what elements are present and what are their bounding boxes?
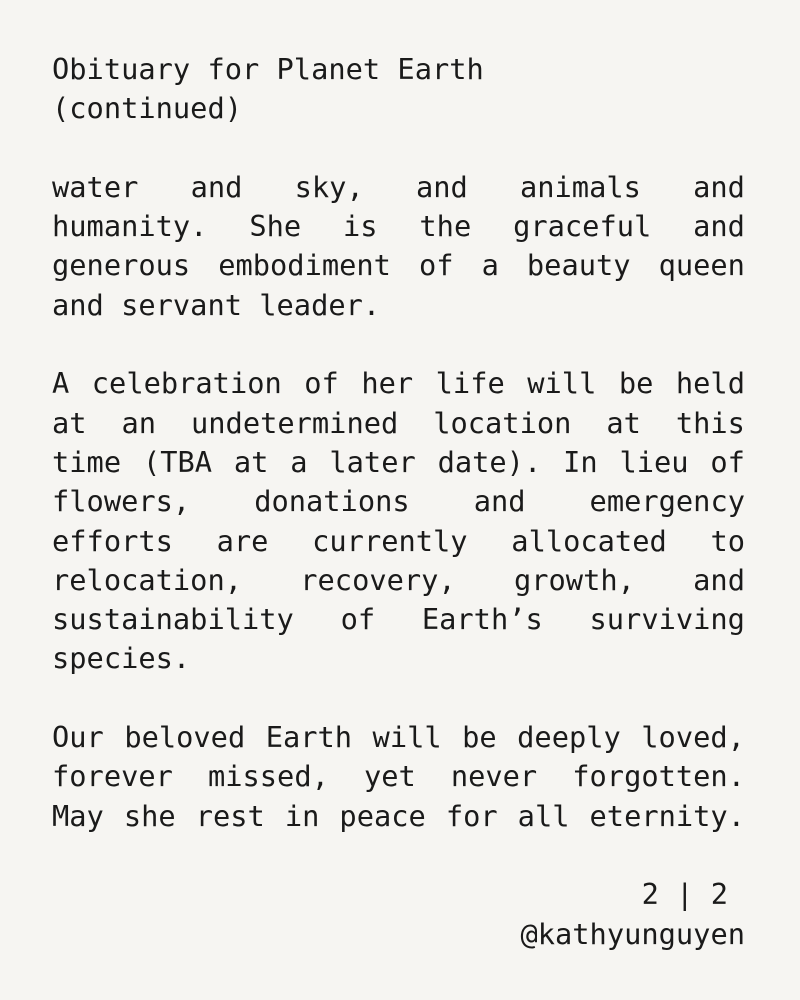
text-line: time (TBA at a later date). In lieu of xyxy=(52,444,745,479)
page-indicator: 2 | 2 xyxy=(641,877,728,912)
title-line-1: Obituary for Planet Earth xyxy=(52,52,484,86)
author-handle: @kathyunguyen xyxy=(520,916,745,951)
text-line: A celebration of her life will be held xyxy=(52,366,745,401)
paragraph-2 xyxy=(52,364,745,678)
text-line: generous embodiment of a beauty queen xyxy=(52,248,745,283)
page-title xyxy=(52,50,745,129)
text-line: sustainability of Earth’s surviving xyxy=(52,602,745,637)
text-line: and servant leader. xyxy=(52,287,381,322)
text-line: relocation, recovery, growth, and xyxy=(52,562,745,597)
text-line: forever missed, yet never forgotten. xyxy=(52,759,745,794)
text-line: efforts are currently allocated to xyxy=(52,523,745,558)
text-line: May she rest in peace for all eternity. xyxy=(52,798,745,833)
text-line: flowers, donations and emergency xyxy=(52,484,745,519)
title-line-2: (continued) xyxy=(52,91,242,126)
text-line: Our beloved Earth will be deeply loved, xyxy=(52,720,745,755)
paragraph-1 xyxy=(52,168,745,325)
text-line: at an undetermined location at this xyxy=(52,405,745,440)
page-footer xyxy=(52,875,745,954)
paragraph-3 xyxy=(52,718,745,836)
text-line: water and sky, and animals and xyxy=(52,169,745,204)
text-line: species. xyxy=(52,641,191,676)
text-line: humanity. She is the graceful and xyxy=(52,209,745,244)
